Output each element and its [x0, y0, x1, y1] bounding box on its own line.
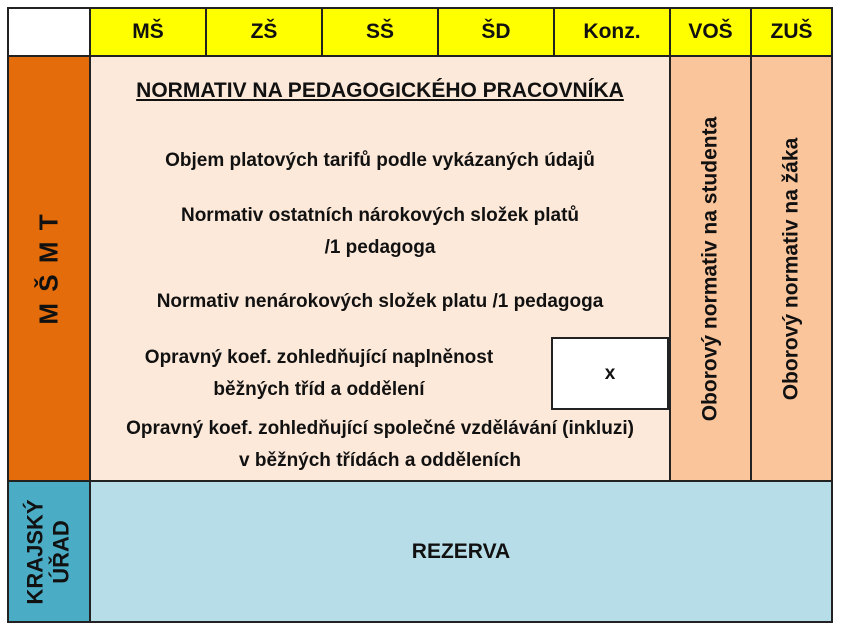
- header-col-zs: ZŠ: [205, 7, 323, 57]
- header-col-vos: VOŠ: [669, 7, 752, 57]
- krajsky-urad-label: [23, 499, 75, 604]
- line-narokove-b: /1 pedagoga: [324, 237, 436, 258]
- header-col-zus: ZUŠ: [750, 7, 833, 57]
- krajsky-urad-block: [7, 480, 91, 623]
- header-col-konz: Konz.: [553, 7, 671, 57]
- normativ-title: NORMATIV NA PEDAGOGICKÉHO PRACOVNÍKA: [136, 79, 624, 102]
- msmt-block: [7, 55, 91, 482]
- zus-block: [750, 55, 833, 482]
- x-box: [551, 337, 669, 410]
- msmt-label: M Š M T: [33, 212, 64, 325]
- zus-label: Oborový normativ na žáka: [779, 137, 803, 400]
- line-naplnenost-b: běžných tříd a oddělení: [213, 379, 425, 400]
- line-nenarokove: Normativ nenárokových složek platu /1 pedagoga: [156, 291, 604, 312]
- rezerva-block: [89, 480, 833, 623]
- rezerva-label: REZERVA: [411, 539, 511, 563]
- vos-label: Oborový normativ na studenta: [698, 116, 722, 421]
- header-col-sd: ŠD: [437, 7, 555, 57]
- x-box-label: x: [604, 362, 616, 384]
- krajsky-urad-line2: ÚŘAD: [49, 519, 75, 584]
- header-col-ms: MŠ: [89, 7, 207, 57]
- line-inkluze-a: Opravný koef. zohledňující společné vzdělávání (inkluzi): [126, 418, 634, 439]
- line-narokove-a: Normativ ostatních nárokových složek platů: [180, 205, 580, 226]
- line-naplnenost-a: Opravný koef. zohledňující naplněnost: [144, 347, 494, 368]
- krajsky-urad-line1: KRAJSKÝ: [23, 498, 49, 605]
- header-col-ss: SŠ: [321, 7, 439, 57]
- vos-block: [669, 55, 752, 482]
- corner-cell: [7, 7, 91, 57]
- line-inkluze-b: v běžných třídách a odděleních: [239, 450, 521, 471]
- line-objem-tarifu: Objem platových tarifů podle vykázaných údajů: [165, 150, 595, 171]
